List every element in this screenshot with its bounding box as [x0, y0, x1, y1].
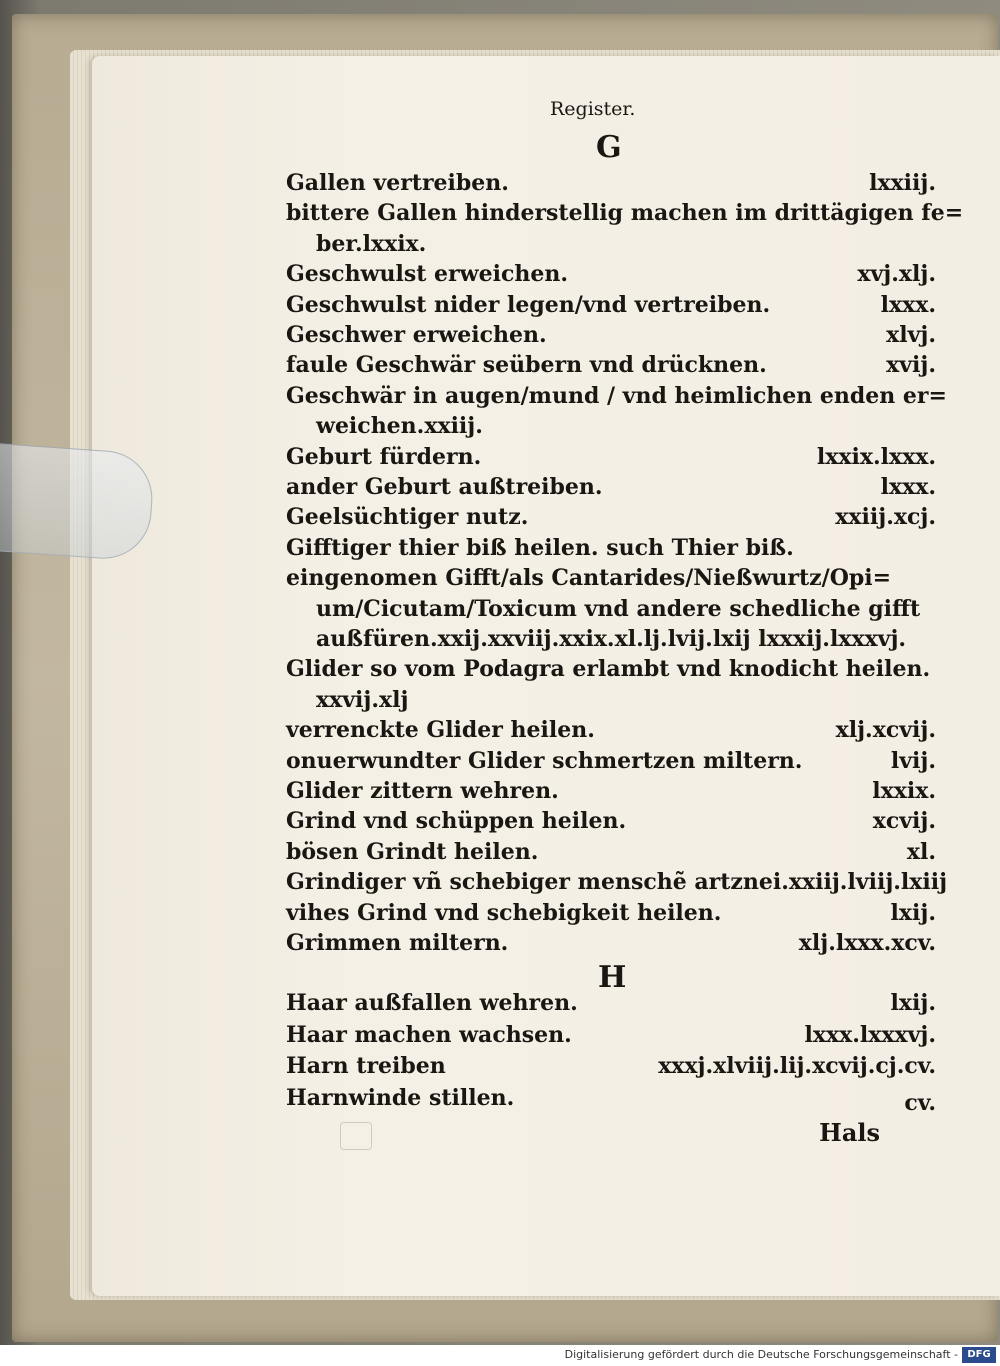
entry-text: faule Geschwär seübern vnd drücknen. — [286, 352, 767, 379]
entry-text: Harnwinde stillen. — [286, 1084, 515, 1111]
entry-text: Geschwär in augen/mund / vnd heimlichen enden er= — [286, 382, 947, 409]
entry-text: Gallen vertreiben. — [286, 170, 509, 196]
entry-text: bittere Gallen hinderstellig machen im drittägigen fe= — [286, 200, 964, 227]
list-item — [0, 900, 1000, 932]
list-item — [0, 869, 1000, 901]
entry-ref: lxxx.lxxxvj. — [804, 1021, 936, 1048]
entry-text: Gifftiger thier biß heilen. such Thier biß. — [286, 534, 794, 561]
entry-ref: lxij. — [890, 990, 936, 1016]
entry-ref: xxxj.xlviij.lij.xcvij.cj.cv. — [658, 1053, 936, 1079]
list-item — [0, 261, 1000, 293]
list-item — [0, 322, 1000, 354]
entry-ref: cv. — [904, 1090, 936, 1116]
list-item — [0, 565, 1000, 597]
list-item — [0, 352, 1000, 384]
list-item — [0, 444, 1000, 476]
entry-ref: xvij. — [886, 352, 936, 379]
entry-ref: xlvj. — [886, 322, 936, 348]
list-item — [0, 383, 1000, 415]
entry-text: außfüren.xxij.xxviij.xxix.xl.lj.lvij.lxij lxxxij.lxxxvj. — [316, 626, 907, 652]
entry-text: Glider zittern wehren. — [286, 778, 559, 804]
section-letter-g: G — [596, 130, 622, 165]
entry-text: Geschwulst erweichen. — [286, 261, 568, 288]
list-item — [0, 535, 1000, 567]
entry-text: Geburt fürdern. — [286, 443, 482, 470]
list-item — [0, 656, 1000, 688]
list-item — [0, 626, 1000, 658]
digitization-footer — [0, 1345, 1000, 1366]
list-item — [0, 717, 1000, 749]
list-item — [0, 292, 1000, 324]
list-item — [0, 596, 1000, 628]
entry-text: Haar machen wachsen. — [286, 1021, 572, 1048]
entry-ref: xl. — [906, 838, 936, 865]
entry-text: ber.lxxix. — [316, 230, 427, 257]
entry-text: xxvij.xlj — [316, 686, 409, 713]
section-letter-h: H — [598, 960, 627, 995]
entry-ref: lxxx. — [880, 474, 936, 500]
list-item — [0, 474, 1000, 506]
list-item — [0, 170, 1000, 202]
list-item — [0, 413, 1000, 445]
entry-ref: lxxx. — [880, 291, 936, 318]
entry-text: Geelsüchtiger nutz. — [286, 504, 529, 531]
entry-text: ander Geburt außtreiben. — [286, 474, 603, 500]
entry-ref: lxxix. — [872, 778, 936, 804]
list-item — [0, 1053, 1000, 1085]
list-item — [0, 687, 1000, 719]
entry-text: Grind vnd schüppen heilen. — [286, 808, 627, 835]
dfg-logo: DFG — [962, 1347, 996, 1363]
list-item — [0, 231, 1000, 263]
entry-ref: xxiij.xcj. — [835, 504, 936, 531]
entry-text: verrenckte Glider heilen. — [286, 717, 595, 744]
list-item — [0, 778, 1000, 810]
list-item — [0, 748, 1000, 780]
list-item — [0, 504, 1000, 536]
list-item — [0, 1022, 1000, 1054]
entry-text: eingenomen Gifft/als Cantarides/Nießwurtz/Opi= — [286, 565, 892, 592]
entry-text: Geschwer erweichen. — [286, 322, 547, 348]
entry-text: Geschwulst nider legen/vnd vertreiben. — [286, 291, 771, 318]
entry-text: bösen Grindt heilen. — [286, 838, 539, 865]
entry-ref: xcvij. — [872, 808, 936, 835]
list-item — [0, 930, 1000, 962]
entry-text: onuerwundter Glider schmertzen miltern. — [286, 747, 803, 774]
list-item — [0, 808, 1000, 840]
entry-ref: xvj.xlj. — [857, 261, 936, 288]
catchword: Hals — [819, 1118, 880, 1147]
entry-text: Grindiger vñ schebiger menschẽ artznei.xxiij.lviij.lxiij — [286, 869, 948, 896]
entry-text: weichen.xxiij. — [316, 413, 483, 440]
list-item — [0, 839, 1000, 871]
entry-ref: lxxiij. — [869, 170, 936, 196]
running-head: Register. — [550, 98, 636, 120]
entry-text: um/Cicutam/Toxicum vnd andere schedliche gifft — [316, 595, 921, 622]
entry-ref: xlj.lxxx.xcv. — [798, 930, 936, 956]
entry-ref: lxij. — [890, 899, 936, 926]
entry-ref: lxxix.lxxx. — [816, 443, 936, 470]
entry-text: Haar außfallen wehren. — [286, 990, 578, 1016]
entry-text: Harn treiben — [286, 1053, 446, 1079]
entry-ref: xlj.xcvij. — [835, 717, 936, 744]
entry-text: vihes Grind vnd schebigkeit heilen. — [286, 899, 722, 926]
library-stamp-icon — [340, 1122, 372, 1150]
entry-text: Grimmen miltern. — [286, 930, 509, 956]
entry-ref: lvij. — [890, 747, 936, 774]
list-item — [0, 990, 1000, 1022]
list-item — [0, 200, 1000, 232]
entry-text: Glider so vom Podagra erlambt vnd knodicht heilen. — [286, 656, 931, 683]
footer-credit: Digitalisierung gefördert durch die Deutsche Forschungsgemeinschaft - — [564, 1348, 958, 1361]
